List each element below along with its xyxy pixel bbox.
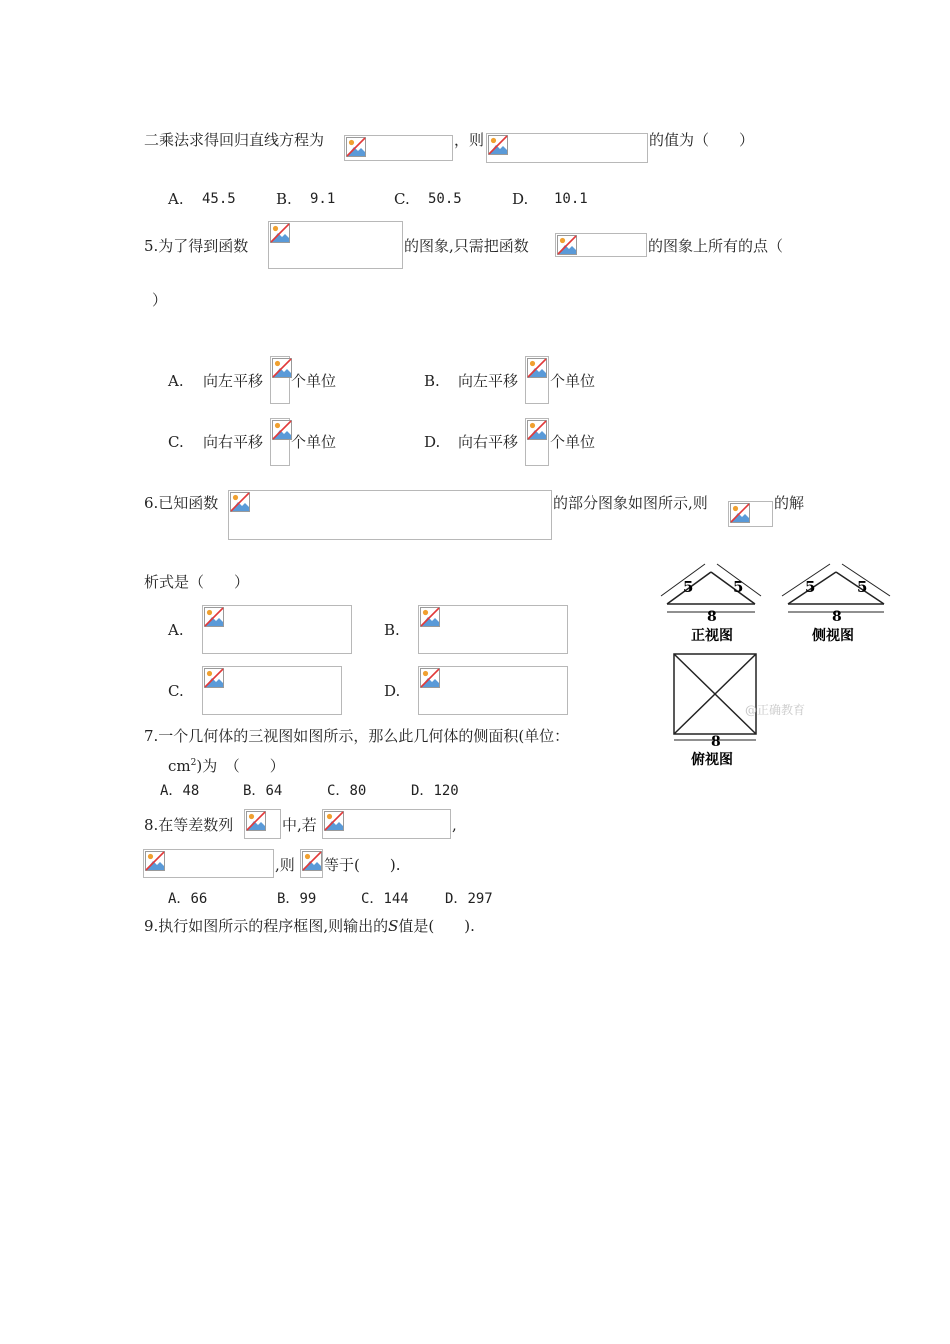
broken-image-icon	[143, 849, 274, 878]
image-placeholder-glyph	[145, 851, 165, 871]
q6-option-c-letter: C.	[168, 682, 184, 700]
broken-image-icon	[228, 490, 552, 540]
broken-image-icon	[270, 356, 290, 404]
q7-unit-line	[168, 753, 285, 776]
q5-stem-end: 的图象上所有的点（	[648, 237, 784, 255]
q5-option-b-unit: 个单位	[550, 372, 596, 390]
q5-option-a-unit: 个单位	[291, 372, 337, 390]
q8-stem-mid: 中,若	[282, 816, 317, 834]
q8-option-d-letter: D．	[445, 891, 468, 907]
q4-option-c-value: 50.5	[428, 191, 462, 207]
q7-option-b	[243, 781, 282, 801]
q9-stem-start: 9.执行如图所示的程序框图,则输出的	[144, 917, 389, 935]
broken-image-icon	[322, 809, 451, 839]
q5-option-a-text: 向左平移	[203, 372, 264, 390]
broken-image-icon	[300, 849, 323, 878]
front-view-label-base: 8	[707, 609, 717, 625]
image-placeholder-glyph	[302, 851, 322, 871]
image-placeholder-glyph	[420, 607, 440, 627]
q8-stem-comma: ,	[452, 816, 457, 834]
q8-stem-start: 8.在等差数列	[144, 816, 234, 834]
q5-option-d-text: 向右平移	[458, 433, 519, 451]
q8-option-b	[277, 889, 316, 909]
q4-stem-start: 二乘法求得回归直线方程为	[144, 131, 325, 149]
q8-option-c-value: 144	[383, 891, 409, 907]
q8-option-d-value: 297	[467, 891, 493, 907]
image-placeholder-glyph	[270, 223, 290, 243]
q5-option-c-unit: 个单位	[291, 433, 337, 451]
q4-option-a-letter: A.	[168, 190, 184, 208]
q4-option-c-letter: C.	[394, 190, 410, 208]
q8-option-b-letter: B．	[277, 891, 300, 907]
q7-option-d-letter: D．	[411, 783, 434, 799]
image-placeholder-glyph	[420, 668, 440, 688]
q9-stem	[144, 916, 475, 936]
q4-option-d-value: 10.1	[554, 191, 588, 207]
image-placeholder-glyph	[730, 503, 750, 523]
image-placeholder-glyph	[204, 668, 224, 688]
q5-option-d-letter: D.	[424, 433, 441, 451]
top-view-label-base: 8	[711, 734, 721, 750]
q9-var: S	[388, 917, 399, 935]
q7-option-b-letter: B．	[243, 783, 266, 799]
q6-option-b-letter: B.	[384, 621, 400, 639]
side-view-label-base: 8	[832, 609, 842, 625]
image-placeholder-glyph	[204, 607, 224, 627]
q6-stem-mid: 的部分图象如图所示,则	[553, 494, 708, 512]
q7-stem: 7.一个几何体的三视图如图所示，那么此几何体的侧面积(单位：	[144, 727, 570, 745]
q4-option-b-letter: B.	[276, 190, 292, 208]
q7-option-a-value: 48	[182, 783, 200, 799]
q8-option-c	[361, 889, 409, 909]
q7-stem-end: )为 （ ）	[196, 757, 285, 775]
q4-stem-mid: ，则	[454, 131, 485, 149]
q4-option-b-value: 9.1	[310, 191, 336, 207]
q6-stem-end: 的解	[774, 494, 805, 512]
front-view-label-left: 5	[683, 578, 694, 596]
q8-stem-then: ,则	[275, 856, 295, 874]
q8-option-a-value: 66	[190, 891, 208, 907]
q7-option-c-letter: C．	[327, 783, 350, 799]
image-placeholder-glyph	[346, 137, 366, 157]
q8-option-b-value: 99	[299, 891, 317, 907]
broken-image-icon	[270, 418, 290, 466]
watermark: @正确教育	[745, 703, 806, 717]
q5-stem-close: ）	[152, 291, 168, 309]
q5-option-c-letter: C.	[168, 433, 184, 451]
q7-unit: cm	[168, 757, 191, 775]
top-view-caption: 俯视图	[691, 752, 733, 768]
image-placeholder-glyph	[324, 811, 344, 831]
q4-option-d-letter: D.	[512, 190, 529, 208]
broken-image-icon	[525, 418, 549, 466]
q5-option-b-letter: B.	[424, 372, 440, 390]
image-placeholder-glyph	[230, 492, 250, 512]
image-placeholder-glyph	[246, 811, 266, 831]
q5-option-a-letter: A.	[168, 372, 184, 390]
q7-option-a	[160, 781, 199, 801]
q7-option-c	[327, 781, 366, 801]
broken-image-icon	[344, 135, 453, 161]
q7-option-d-value: 120	[433, 783, 459, 799]
q6-stem-start: 6.已知函数	[144, 494, 219, 512]
q5-stem-start: 5.为了得到函数	[144, 237, 249, 255]
q6-stem-cont: 析式是（ ）	[144, 573, 250, 591]
side-view-label-right: 5	[857, 578, 868, 596]
side-view-label-left: 5	[805, 578, 816, 596]
q4-stem-end: 的值为（ ）	[649, 131, 755, 149]
broken-image-icon	[244, 809, 281, 839]
broken-image-icon	[555, 233, 647, 257]
q8-option-a	[168, 889, 207, 909]
broken-image-icon	[728, 501, 773, 527]
broken-image-icon	[202, 605, 352, 654]
image-placeholder-glyph	[527, 420, 547, 440]
q5-option-b-text: 向左平移	[458, 372, 519, 390]
image-placeholder-glyph	[488, 135, 508, 155]
broken-image-icon	[268, 221, 403, 269]
q5-option-d-unit: 个单位	[550, 433, 596, 451]
side-view-caption: 侧视图	[812, 628, 854, 644]
q5-stem-mid: 的图象,只需把函数	[404, 237, 529, 255]
image-placeholder-glyph	[527, 358, 547, 378]
q9-stem-end: 值是( ).	[398, 917, 475, 935]
broken-image-icon	[525, 356, 549, 404]
q4-option-a-value: 45.5	[202, 191, 236, 207]
broken-image-icon	[418, 605, 568, 654]
q6-option-a-letter: A.	[168, 621, 184, 639]
front-view-label-right: 5	[733, 578, 744, 596]
q8-option-a-letter: A．	[168, 891, 191, 907]
q8-stem-end: 等于( ).	[324, 856, 401, 874]
front-view-caption: 正视图	[691, 628, 733, 644]
q8-option-d	[445, 889, 493, 909]
broken-image-icon	[202, 666, 342, 715]
image-placeholder-glyph	[557, 235, 577, 255]
q6-option-d-letter: D.	[384, 682, 401, 700]
q7-option-b-value: 64	[265, 783, 283, 799]
q7-option-d	[411, 781, 459, 801]
broken-image-icon	[486, 133, 648, 163]
q8-option-c-letter: C．	[361, 891, 384, 907]
image-placeholder-glyph	[272, 358, 292, 378]
q5-option-c-text: 向右平移	[203, 433, 264, 451]
q7-option-c-value: 80	[349, 783, 367, 799]
broken-image-icon	[418, 666, 568, 715]
three-view-figure	[655, 560, 895, 775]
q7-unit-sup: 2	[190, 758, 197, 768]
q7-option-a-letter: A．	[160, 783, 183, 799]
image-placeholder-glyph	[272, 420, 292, 440]
